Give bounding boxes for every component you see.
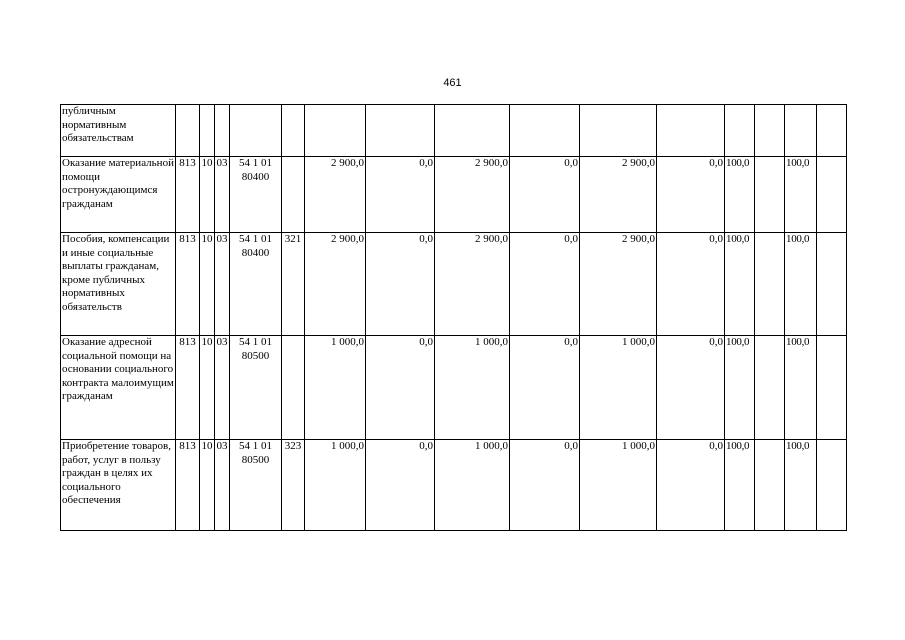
cell-percent — [725, 105, 755, 157]
cell-csr: 54 1 01 80500 — [230, 440, 282, 531]
cell-rz — [200, 105, 215, 157]
cell-value — [755, 440, 785, 531]
cell-vr — [282, 336, 305, 440]
cell-vr — [282, 157, 305, 233]
cell-value: 1 000,0 — [435, 440, 510, 531]
table-row — [61, 157, 847, 233]
cell-value: 0,0 — [366, 233, 435, 336]
cell-percent: 100,0 — [725, 336, 755, 440]
cell-gr — [176, 105, 200, 157]
cell-percent: 100,0 — [785, 440, 817, 531]
cell-value — [817, 233, 847, 336]
cell-pr: 03 — [215, 440, 230, 531]
cell-value: 0,0 — [510, 440, 580, 531]
page-number: 461 — [443, 77, 462, 89]
cell-vr: 323 — [282, 440, 305, 531]
cell-value — [817, 336, 847, 440]
cell-value: 2 900,0 — [435, 157, 510, 233]
row-name: Оказание адресной социальной помощи на основании социального контракта малоимущим гражданам — [61, 336, 176, 440]
cell-value: 0,0 — [366, 440, 435, 531]
cell-rz: 10 — [200, 440, 215, 531]
table-row — [61, 440, 847, 531]
cell-percent: 100,0 — [785, 233, 817, 336]
cell-value: 0,0 — [510, 336, 580, 440]
cell-value: 0,0 — [657, 336, 725, 440]
cell-value: 1 000,0 — [305, 440, 366, 531]
cell-rz: 10 — [200, 157, 215, 233]
cell-value: 0,0 — [657, 233, 725, 336]
cell-value — [755, 336, 785, 440]
cell-value: 0,0 — [657, 157, 725, 233]
table-row — [61, 233, 847, 336]
cell-pr: 03 — [215, 157, 230, 233]
cell-value — [755, 105, 785, 157]
cell-value — [366, 105, 435, 157]
row-name: Пособия, компенсации и иные социальные выплаты гражданам, кроме публичных нормативных обязательств — [61, 233, 176, 336]
cell-value: 2 900,0 — [305, 233, 366, 336]
cell-csr: 54 1 01 80400 — [230, 157, 282, 233]
cell-value: 1 000,0 — [580, 336, 657, 440]
cell-value: 0,0 — [510, 233, 580, 336]
cell-value — [580, 105, 657, 157]
cell-pr: 03 — [215, 233, 230, 336]
cell-value — [817, 105, 847, 157]
cell-csr: 54 1 01 80400 — [230, 233, 282, 336]
cell-gr: 813 — [176, 440, 200, 531]
cell-value — [657, 105, 725, 157]
cell-percent: 100,0 — [725, 440, 755, 531]
cell-value: 1 000,0 — [580, 440, 657, 531]
cell-gr: 813 — [176, 233, 200, 336]
cell-value — [755, 233, 785, 336]
cell-vr — [282, 105, 305, 157]
cell-percent: 100,0 — [725, 233, 755, 336]
cell-gr: 813 — [176, 157, 200, 233]
budget-table — [60, 104, 847, 531]
cell-value: 0,0 — [366, 157, 435, 233]
cell-percent: 100,0 — [725, 157, 755, 233]
row-name: Оказание материальной помощи остронуждающимся гражданам — [61, 157, 176, 233]
cell-percent — [785, 105, 817, 157]
cell-value: 0,0 — [657, 440, 725, 531]
cell-value — [435, 105, 510, 157]
cell-value — [755, 157, 785, 233]
cell-gr: 813 — [176, 336, 200, 440]
cell-csr — [230, 105, 282, 157]
cell-value: 2 900,0 — [580, 157, 657, 233]
cell-rz: 10 — [200, 233, 215, 336]
table-row — [61, 336, 847, 440]
row-name: публичным нормативным обязательствам — [61, 105, 176, 157]
cell-pr — [215, 105, 230, 157]
cell-value — [510, 105, 580, 157]
cell-value — [817, 157, 847, 233]
cell-value: 2 900,0 — [435, 233, 510, 336]
cell-value: 1 000,0 — [305, 336, 366, 440]
cell-value: 1 000,0 — [435, 336, 510, 440]
cell-rz: 10 — [200, 336, 215, 440]
cell-value — [817, 440, 847, 531]
row-name: Приобретение товаров, работ, услуг в пользу граждан в целях их социального обеспечения — [61, 440, 176, 531]
cell-value — [305, 105, 366, 157]
cell-value: 2 900,0 — [580, 233, 657, 336]
cell-percent: 100,0 — [785, 157, 817, 233]
cell-value: 0,0 — [366, 336, 435, 440]
cell-vr: 321 — [282, 233, 305, 336]
cell-value: 2 900,0 — [305, 157, 366, 233]
table-row — [61, 105, 847, 157]
cell-pr: 03 — [215, 336, 230, 440]
cell-value: 0,0 — [510, 157, 580, 233]
cell-percent: 100,0 — [785, 336, 817, 440]
cell-csr: 54 1 01 80500 — [230, 336, 282, 440]
